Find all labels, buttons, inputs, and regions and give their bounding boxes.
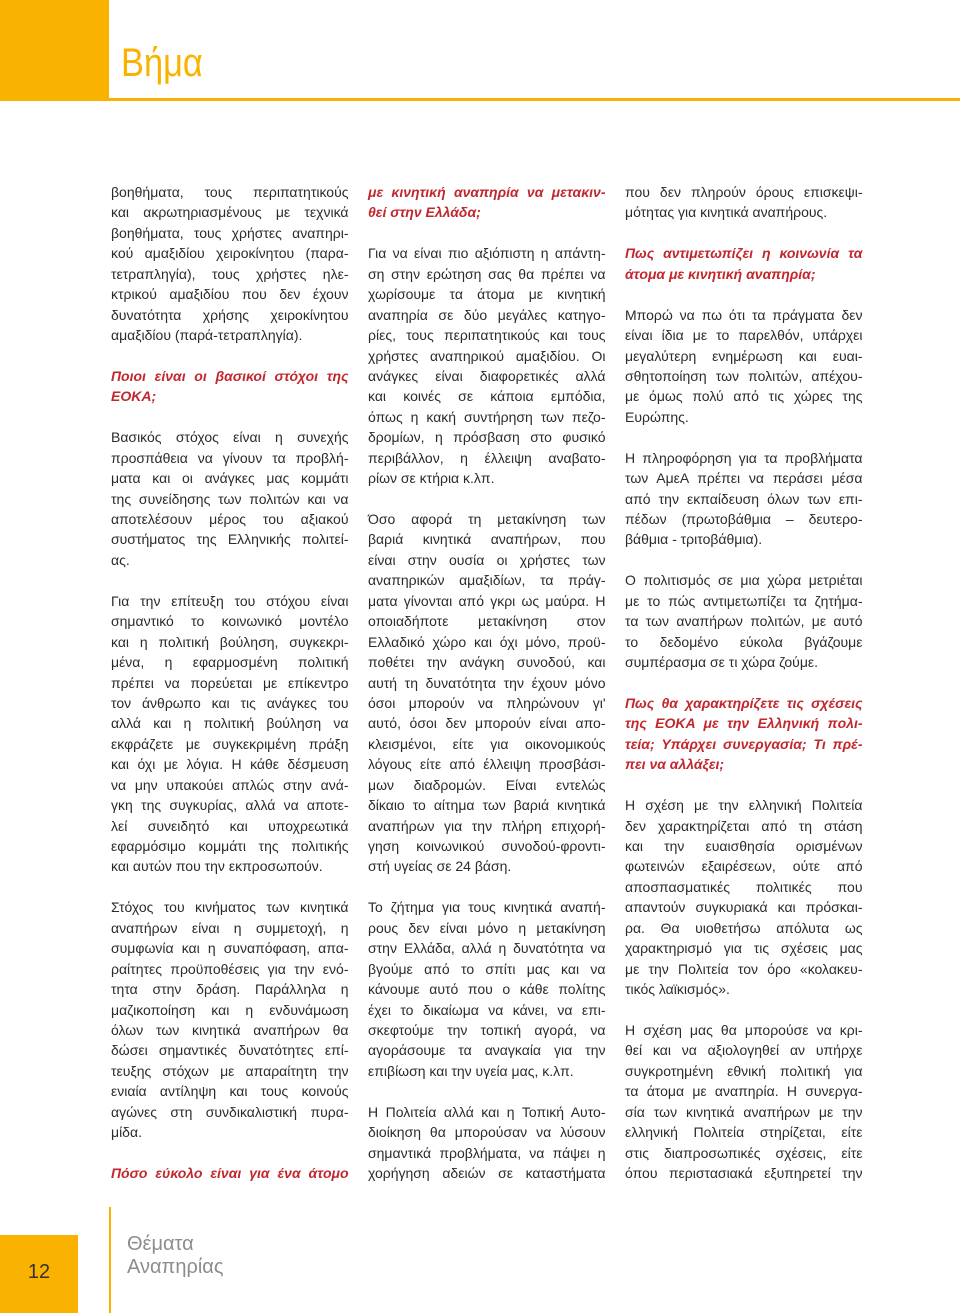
text-line: Η Πολιτεία αλλά και η Τοπική Αυτο- bbox=[368, 1103, 606, 1120]
text-line: Για να είναι πιο αξιόπιστη η απάντη- bbox=[368, 245, 606, 262]
text-line: όλων των κινητικά αναπήρων θα bbox=[111, 1021, 349, 1038]
body-paragraph bbox=[111, 897, 349, 1142]
heading-line: Ποιοι είναι οι βασικοί στόχοι της bbox=[111, 367, 349, 384]
text-line: βγούμε από το σπίτι μας και να bbox=[368, 960, 606, 977]
footer-rule bbox=[109, 1207, 111, 1313]
text-line: δυνατότητα χρήσης χειροκίνητου bbox=[111, 306, 349, 323]
text-line: όπως η κακή συντήρηση των πεζο- bbox=[368, 408, 606, 425]
page-number-block bbox=[0, 1235, 78, 1313]
text-line: Βασικός στόχος είναι η συνεχής bbox=[111, 429, 349, 446]
text-line: γηση κοινωνικού συνοδού-φροντι- bbox=[368, 838, 606, 854]
text-line: ρίων σε κτήρια κ.λπ. bbox=[368, 470, 495, 487]
text-line: δρομίων, η πρόσβαση στο φυσικό bbox=[368, 429, 606, 446]
text-line: κλεισμένοι, είτε για οικονομικούς bbox=[368, 735, 606, 752]
text-line: ματα γίνονται από γκρι ως μαύρα. Η bbox=[368, 592, 606, 609]
body-paragraph bbox=[625, 795, 863, 999]
section-heading bbox=[625, 243, 863, 284]
text-line: μίδα. bbox=[111, 1124, 142, 1141]
publication-name-line-1: Θέματα bbox=[127, 1233, 194, 1255]
text-line: λόγους είτε από έλλειψη προσβάσι- bbox=[368, 756, 606, 773]
body-paragraph bbox=[625, 182, 863, 223]
text-line: διοίκηση θα μπορούσαν να λύσουν bbox=[368, 1124, 606, 1141]
text-line: ρους δεν είναι μόνο η μετακίνηση bbox=[368, 919, 606, 936]
text-line: και αυτών που την εκπροσωπούν. bbox=[111, 858, 323, 875]
heading-line: της ΕΟΚΑ με την Ελληνική πολι- bbox=[625, 715, 863, 732]
text-line: δίκαιο το αίτημα των βαριά κινητικά bbox=[368, 797, 606, 814]
text-line: Μπορώ να πω ότι τα πράγματα δεν bbox=[625, 306, 863, 323]
text-line: μων διαδρομών. Είναι εντελώς bbox=[368, 776, 606, 793]
body-paragraph bbox=[368, 1102, 606, 1184]
text-line: στή υγείας σε 24 βάση. bbox=[368, 858, 512, 875]
text-line: δώσει σημαντικές δυνατότητες επί- bbox=[111, 1042, 349, 1059]
section-heading bbox=[111, 366, 349, 407]
text-line: σθητοποίηση των πολιτών, απέχου- bbox=[625, 367, 863, 384]
publication-name bbox=[127, 1233, 223, 1279]
text-line: ενιαία αντίληψη και τους κοινούς bbox=[111, 1083, 349, 1100]
text-line: Στόχος του κινήματος των κινητικά bbox=[111, 899, 349, 916]
body-paragraph bbox=[368, 243, 606, 488]
text-line: στις διαπροσωπικές σχέσεις, είτε bbox=[625, 1144, 863, 1161]
text-line: βοηθήματα, τους χρήστες αναπηρι- bbox=[111, 224, 349, 241]
text-line: συμπέρασμα σε τι χώρα ζούμε. bbox=[625, 654, 819, 671]
text-line: με την Πολιτεία τον όρο «κολακευ- bbox=[625, 960, 863, 977]
text-line: αποσπασματικές πολιτικές που bbox=[625, 878, 863, 895]
text-line: και όχι με λόγια. Η κάθε δέσμευση bbox=[111, 756, 349, 773]
text-line: λεί συνειδητό και υποχρεωτικά bbox=[111, 817, 349, 834]
text-line: και την ευαισθησία ορισμένων bbox=[625, 838, 863, 854]
body-paragraph bbox=[625, 1020, 863, 1184]
text-line: ρίες, τους περιπατητικούς και τους bbox=[368, 327, 606, 344]
section-heading bbox=[625, 693, 863, 775]
text-line: από την εκπαίδευση όλων των επι- bbox=[625, 490, 863, 507]
text-line: αναπηρία σε δύο μεγάλες κατηγο- bbox=[368, 306, 606, 323]
text-line: Η σχέση μας θα μπορούσε να κρι- bbox=[625, 1021, 863, 1038]
text-line: όσοι μπορούν να πληρώνουν γι' bbox=[368, 694, 606, 711]
text-line: Για την επίτευξη του στόχου είναι bbox=[111, 592, 349, 609]
text-line: έχει το δικαίωμα να κάνει, να επι- bbox=[368, 1001, 606, 1018]
text-line: ποθέτει την ανάγκη συνοδού, και bbox=[368, 654, 606, 671]
text-line: να μην υπακούει απλώς στην ανά- bbox=[111, 776, 349, 793]
text-line: αναπήρων για την πλήρη επιχορή- bbox=[368, 817, 606, 834]
text-line: συμφωνία και η συναπόφαση, απα- bbox=[111, 940, 349, 957]
text-line: βοηθήματα, τους περιπατητικούς bbox=[111, 184, 349, 200]
text-line: αυτό, όσοι δεν μπορούν είναι απο- bbox=[368, 715, 606, 732]
text-line: απαντούν συγκυριακά και πρόσκαι- bbox=[625, 899, 863, 916]
text-line: ση στην ερώτηση σας θα πρέπει να bbox=[368, 265, 606, 282]
text-line: χωρίσουμε τα άτομα με κινητική bbox=[368, 286, 606, 303]
text-line: αγώνες στη συνδικαλιστική πυρα- bbox=[111, 1103, 349, 1120]
publication-name-line-2: Αναπηρίας bbox=[127, 1256, 224, 1278]
text-line: εφαρμόσιμο κομμάτι της πολιτικής bbox=[111, 838, 349, 854]
text-line: Η πληροφόρηση για τα προβλήματα bbox=[625, 449, 863, 466]
text-line: οποιαδήποτε μετακίνηση στον bbox=[368, 613, 606, 630]
text-line: τα των αναπήρων πολιτών, με αυτό bbox=[625, 613, 863, 630]
text-line: κάνουμε αυτό που ο κάθε πολίτης bbox=[368, 981, 606, 998]
heading-line: ΕΟΚΑ; bbox=[111, 388, 157, 405]
text-line: μεγαλύτερη ενημέρωση και ευαι- bbox=[625, 347, 863, 364]
text-line: επιβίωση και την υγεία μας, κ.λπ. bbox=[368, 1062, 574, 1079]
text-line: βάθμια - τριτοβάθμια). bbox=[625, 531, 763, 548]
text-line: δεν χαρακτηρίζεται από τη στάση bbox=[625, 817, 863, 834]
text-line: κού αμαξιδίου χειροκίνητου (παρα- bbox=[111, 245, 349, 262]
text-line: αυτή τη δυνατότητα την έχουν μόνο bbox=[368, 674, 606, 691]
heading-line: Πως αντιμετωπίζει η κοινωνία τα bbox=[625, 245, 863, 262]
text-line: σκεφτούμε την τοπική αγορά, να bbox=[368, 1021, 606, 1038]
text-line: τευξης στόχων με απαραίτητη την bbox=[111, 1062, 349, 1079]
text-line: όπου περιστασιακά εξυπηρετεί την bbox=[625, 1165, 863, 1181]
text-line: μένα, η εφαρμοσμένη πολιτική bbox=[111, 654, 349, 671]
body-paragraph bbox=[625, 570, 863, 672]
body-paragraph bbox=[111, 427, 349, 570]
text-line: και ακρωτηριασμένους με τεχνικά bbox=[111, 204, 349, 221]
text-line: και κοινές σε κάποια εμπόδια, bbox=[368, 388, 606, 405]
body-paragraph bbox=[368, 509, 606, 877]
text-line: μαζικοποίηση και η ενδυνάμωση bbox=[111, 1001, 349, 1018]
text-line: τα άτομα με αναπηρία. Η συνεργα- bbox=[625, 1083, 863, 1100]
heading-line: Πως θα χαρακτηρίζετε τις σχέσεις bbox=[625, 694, 863, 711]
text-line: ελληνική Πολιτεία στηρίζεται, είτε bbox=[625, 1124, 863, 1141]
text-line: χορήγηση αδειών σε καταστήματα bbox=[368, 1165, 606, 1181]
text-line: αναπηρικών αμαξιδίων, τα πράγ- bbox=[368, 572, 606, 589]
text-column-1 bbox=[111, 182, 349, 1183]
text-line: περιβάλλον, η έλλειψη αναβατο- bbox=[368, 449, 606, 466]
header-accent-block bbox=[0, 0, 109, 99]
text-line: της συνείδησης των πολιτών και να bbox=[111, 490, 349, 507]
text-line: ανάγκες είναι διαφορετικές αλλά bbox=[368, 367, 606, 384]
text-line: τικός λαϊκισμός». bbox=[625, 981, 730, 998]
text-line: φωτεινών εξαιρέσεων, ούτε από bbox=[625, 858, 863, 875]
text-line: εκφράζετε με συγκεκριμένη πράξη bbox=[111, 735, 349, 752]
text-line: αλλά και η πολιτική βούληση να bbox=[111, 715, 349, 732]
text-line: με το πώς αντιμετωπίζει τα ζητήμα- bbox=[625, 592, 863, 609]
text-line: Το ζήτημα για τους κινητικά αναπή- bbox=[368, 899, 606, 916]
text-line: είναι ίδια με το παρελθόν, υπάρχει bbox=[625, 327, 863, 344]
text-line: προσπάθεια να γίνουν τα προβλή- bbox=[111, 449, 349, 466]
text-line: αποτελέσουν μέρος του αξιακού bbox=[111, 511, 349, 527]
text-line: αγοράσουμε τα αναγκαία για την bbox=[368, 1042, 606, 1059]
body-paragraph bbox=[111, 591, 349, 877]
text-line: Ελλαδικό χώρο και όχι μόνο, προϋ- bbox=[368, 633, 606, 650]
text-line: τετραπληγία), τους χρήστες ηλε- bbox=[111, 265, 349, 282]
header-rule bbox=[0, 98, 960, 101]
body-paragraph bbox=[625, 448, 863, 550]
text-line: συγκροτημένη εθνική πολιτική για bbox=[625, 1062, 863, 1079]
text-column-2 bbox=[368, 182, 606, 1183]
text-line: Ευρώπης. bbox=[625, 408, 689, 425]
text-line: ας. bbox=[111, 551, 130, 568]
text-line: που δεν πληρούν όρους επισκεψι- bbox=[625, 184, 863, 200]
text-line: Ο πολιτισμός σε μια χώρα μετριέται bbox=[625, 572, 863, 589]
text-line: είναι στην ουσία οι χρήστες των bbox=[368, 551, 606, 568]
text-line: ματα και οι ανάγκες μας κομμάτι bbox=[111, 470, 349, 487]
text-line: γκη της συγκυρίας, αλλά να αποτε- bbox=[111, 797, 349, 814]
text-line: συστήματος της Ελληνικής πολιτεί- bbox=[111, 531, 349, 548]
text-line: αναπήρων είναι η συμμετοχή, η bbox=[111, 919, 349, 936]
section-heading bbox=[368, 182, 606, 223]
text-line: σημαντικά προβλήματα, να πάψει η bbox=[368, 1144, 606, 1161]
text-line: μότητας για κινητικά αναπήρους. bbox=[625, 204, 828, 221]
heading-line: Πόσο εύκολο είναι για ένα άτομο bbox=[111, 1165, 349, 1181]
text-line: πρέπει να πορεύεται με επίκεντρο bbox=[111, 674, 349, 691]
text-line: των ΑμεΑ πρέπει να περάσει μέσα bbox=[625, 470, 863, 487]
text-line: αμαξιδίου (παρά-τετραπληγία). bbox=[111, 327, 303, 344]
heading-line: πει να αλλάξει; bbox=[625, 756, 725, 773]
text-line: χρήστες αναπηρικού αμαξιδίου. Οι bbox=[368, 347, 606, 364]
text-line: και η πολιτική βούληση, συγκεκρι- bbox=[111, 633, 349, 650]
text-line: θεί και να αξιολογηθεί αν υπήρχε bbox=[625, 1042, 863, 1059]
text-line: κτρικού αμαξιδίου που δεν έχουν bbox=[111, 286, 349, 303]
text-line: σία των κινητικά αναπήρων με την bbox=[625, 1103, 863, 1120]
text-line: ραίτητες προϋποθέσεις για την ενό- bbox=[111, 960, 349, 977]
text-line: το δεδομένο εύκολα βγάζουμε bbox=[625, 633, 863, 650]
heading-line: άτομα με κινητική αναπηρία; bbox=[625, 265, 816, 282]
heading-line: τεία; Υπάρχει συνεργασία; Τι πρέ- bbox=[625, 735, 863, 752]
section-heading bbox=[111, 1163, 349, 1183]
heading-line: θεί στην Ελλάδα; bbox=[368, 204, 481, 221]
page-number: 12 bbox=[27, 1261, 51, 1283]
text-line: τον άνθρωπο και τις ανάγκες του bbox=[111, 694, 349, 711]
body-paragraph bbox=[111, 182, 349, 346]
text-line: στην Ελλάδα, αλλά η δυνατότητα να bbox=[368, 940, 606, 957]
text-line: με όμως πολύ από τις χώρες της bbox=[625, 388, 863, 405]
text-line: Η σχέση με την ελληνική Πολιτεία bbox=[625, 797, 863, 814]
body-paragraph bbox=[625, 305, 863, 428]
text-line: χαρακτηρισμό για τις σχέσεις μας bbox=[625, 940, 863, 957]
section-title: Βήμα bbox=[121, 41, 203, 85]
text-line: τητα στην δράση. Παράλληλα η bbox=[111, 981, 349, 998]
text-line: ρα. Θα υιοθετήσω απόλυτα ως bbox=[625, 919, 863, 936]
text-line: πέδων (πρωτοβάθμια – δευτερο- bbox=[625, 511, 863, 527]
text-line: σημαντικό το κοινωνικό μοντέλο bbox=[111, 613, 349, 630]
text-line: Όσο αφορά τη μετακίνηση των bbox=[368, 511, 606, 527]
text-column-3 bbox=[625, 182, 863, 1183]
heading-line: με κινητική αναπηρία να μετακιν- bbox=[368, 184, 606, 200]
body-paragraph bbox=[368, 897, 606, 1081]
text-line: βαριά κινητικά αναπήρων, που bbox=[368, 531, 606, 548]
